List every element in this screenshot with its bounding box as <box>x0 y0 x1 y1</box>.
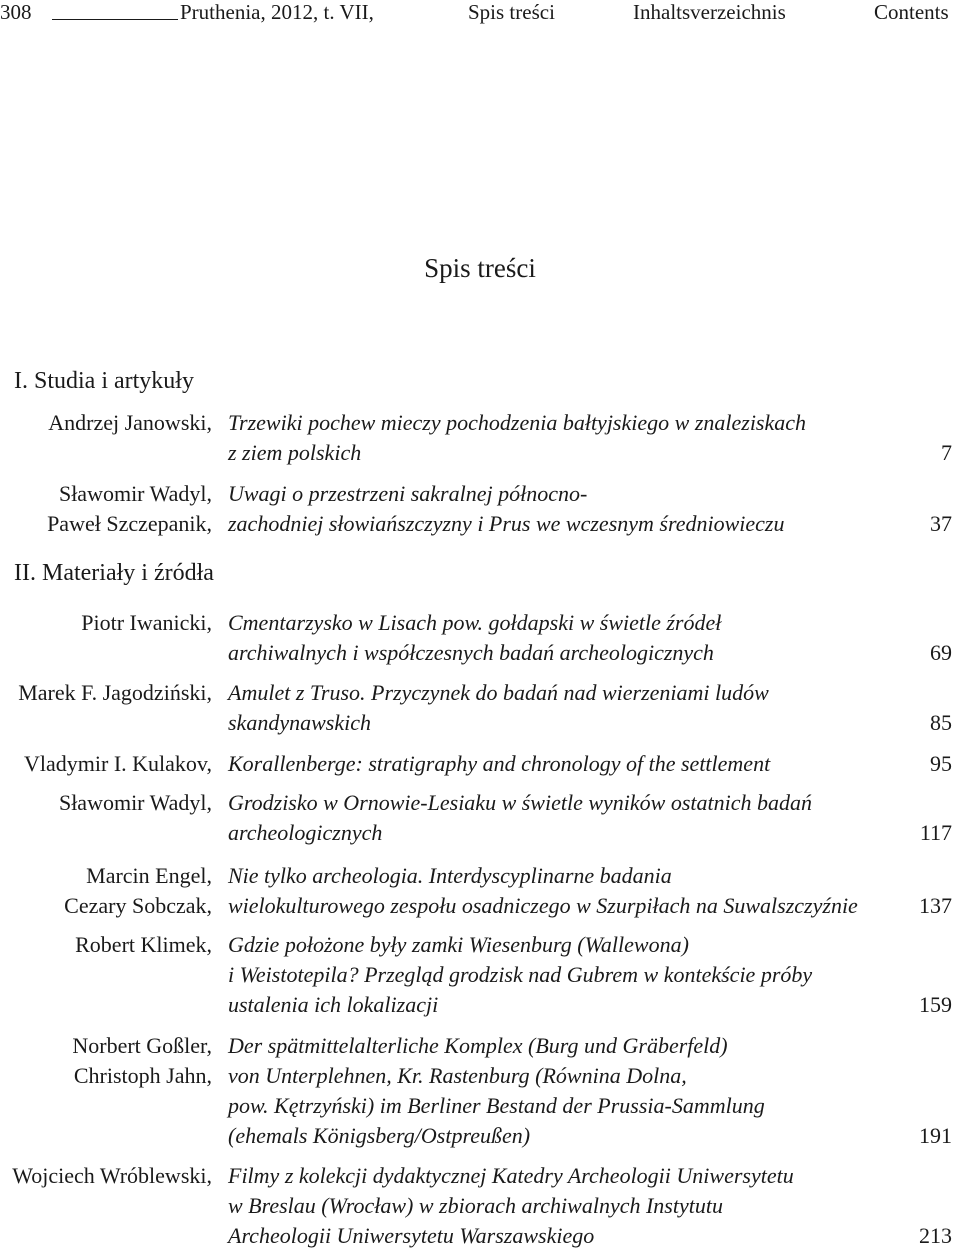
title-line: zachodniej słowiańszczyzny i Prus we wczesnym średniowieczu <box>228 511 785 536</box>
title-line: Der spätmittelalterliche Komplex (Burg und Gräberfeld) <box>228 1033 728 1058</box>
title-line: (ehemals Königsberg/Ostpreußen) <box>228 1123 531 1148</box>
title-line: i Weistotepila? Przegląd grodzisk nad Gubrem w kontekście próby <box>228 962 813 987</box>
journal-citation: Pruthenia, 2012, t. VII, <box>180 0 374 24</box>
entry-authors <box>47 479 212 539</box>
header-rule <box>52 19 178 20</box>
page-title: Spis treści <box>424 253 536 283</box>
title-line: Grodzisko w Ornowie-Lesiaku w świetle wyników ostatnich badań <box>228 790 812 815</box>
author-name: Marek F. Jagodziński, <box>18 680 212 705</box>
page-ref: 95 <box>930 751 952 776</box>
title-line: w Breslau (Wrocław) w zbiorach archiwalnych Instytutu <box>228 1193 723 1218</box>
entry-title <box>228 608 892 668</box>
title-line: Gdzie położone były zamki Wiesenburg (Wallewona) <box>228 932 689 957</box>
entry-authors <box>12 1161 212 1191</box>
title-line: archeologicznych <box>228 820 383 845</box>
page-ref: 7 <box>941 440 952 465</box>
page-ref: 137 <box>919 893 952 918</box>
page-ref: 117 <box>919 820 952 845</box>
entry-title <box>228 479 892 539</box>
entry-authors <box>72 1031 212 1091</box>
title-line: von Unterplehnen, Kr. Rastenburg (Równina Dolna, <box>228 1063 687 1088</box>
entry-authors <box>64 861 212 921</box>
author-name: Cezary Sobczak, <box>64 893 212 918</box>
title-line: Archeologii Uniwersytetu Warszawskiego <box>228 1223 595 1248</box>
title-line: Korallenberge: stratigraphy and chronology of the settlement <box>228 751 771 776</box>
entry-authors <box>59 788 212 818</box>
author-name: Robert Klimek, <box>75 932 212 957</box>
author-name: Sławomir Wadyl, <box>58 790 212 815</box>
section-heading-studia: I. Studia i artykuły <box>14 368 194 394</box>
title-line: pow. Kętrzyński) im Berliner Bestand der Prussia-Sammlung <box>228 1093 765 1118</box>
title-line: Nie tylko archeologia. Interdyscyplinarne badania <box>228 863 672 888</box>
title-line: Amulet z Truso. Przyczynek do badań nad wierzeniami ludów <box>228 680 769 705</box>
author-name: Sławomir Wadyl, <box>58 481 212 506</box>
page-ref: 213 <box>919 1223 952 1248</box>
title-line: Trzewiki pochew mieczy pochodzenia bałtyjskiego w znaleziskach <box>228 410 807 435</box>
title-line: Uwagi o przestrzeni sakralnej północno- <box>228 481 588 506</box>
page-ref: 37 <box>930 511 952 536</box>
page-ref: 69 <box>930 640 952 665</box>
title-line: z ziem polskich <box>228 440 362 465</box>
header-spis-tresci: Spis treści <box>468 0 555 24</box>
author-name: Norbert Goßler, <box>72 1033 212 1058</box>
running-header <box>0 0 960 24</box>
entry-title <box>228 1161 892 1251</box>
entry-title <box>228 408 892 468</box>
entry-authors <box>75 930 212 960</box>
author-name: Christoph Jahn, <box>73 1063 212 1088</box>
author-name: Wojciech Wróblewski, <box>12 1163 212 1188</box>
entry-title <box>228 930 892 1020</box>
title-line: Cmentarzysko w Lisach pow. gołdapski w świetle źródeł <box>228 610 722 635</box>
entry-authors <box>24 749 212 779</box>
title-line: wielokulturowego zespołu osadniczego w Szurpiłach na Suwalszczyźnie <box>228 893 858 918</box>
entry-title <box>228 788 892 848</box>
title-line: skandynawskich <box>228 710 371 735</box>
entry-title <box>228 749 892 779</box>
entry-authors <box>81 608 212 638</box>
entry-authors <box>48 408 212 438</box>
author-name: Marcin Engel, <box>86 863 212 888</box>
author-name: Andrzej Janowski, <box>48 410 212 435</box>
entry-authors <box>18 678 212 708</box>
author-name: Piotr Iwanicki, <box>81 610 212 635</box>
section-heading-materialy: II. Materiały i źródła <box>14 560 214 586</box>
author-name: Paweł Szczepanik, <box>47 511 212 536</box>
entry-title <box>228 861 892 921</box>
page-ref: 191 <box>919 1123 952 1148</box>
author-name: Vladymir I. Kulakov, <box>24 751 212 776</box>
page-number: 308 <box>0 0 32 24</box>
title-line: Filmy z kolekcji dydaktycznej Katedry Archeologii Uniwersytetu <box>228 1163 794 1188</box>
header-contents: Contents <box>874 0 949 24</box>
entry-title <box>228 1031 892 1151</box>
header-inhaltsverzeichnis: Inhaltsverzeichnis <box>633 0 786 24</box>
title-line: ustalenia ich lokalizacji <box>228 992 439 1017</box>
title-line: archiwalnych i współczesnych badań archeologicznych <box>228 640 714 665</box>
page-ref: 85 <box>930 710 952 735</box>
entry-title <box>228 678 892 738</box>
page-ref: 159 <box>919 992 952 1017</box>
